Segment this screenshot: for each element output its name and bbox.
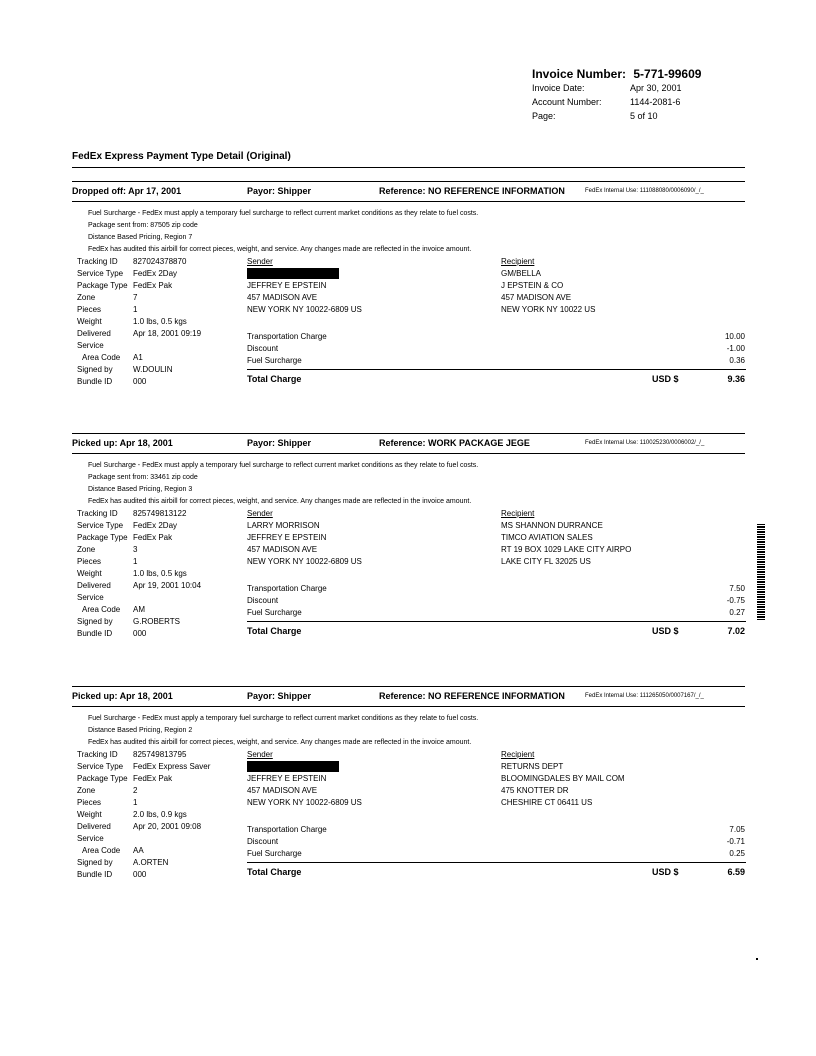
barcode [757,524,765,620]
weight: 1.0 lbs, 0.5 kgs [133,317,187,326]
note-line: Package sent from: 87505 zip code [88,222,198,229]
sender-line: NEW YORK NY 10022-6809 US [247,557,362,566]
sender-line: NEW YORK NY 10022-6809 US [247,798,362,807]
recipient-block [501,749,625,809]
internal-use: FedEx Internal Use: 110025230/0006002/_/_ [585,440,705,446]
recipient-line: GM/BELLA [501,269,542,278]
bundle-id-label: Bundle ID [77,629,113,638]
area-code: AA [133,846,144,855]
page-mark [756,958,758,960]
transportation-charge-label: Transportation Charge [247,584,327,593]
invoice-date-value: Apr 30, 2001 [630,83,682,93]
tracking-id-label: Tracking ID [77,750,118,759]
recipient-heading: Recipient [501,750,535,759]
recipient-line: BLOOMINGDALES BY MAIL COM [501,774,625,783]
discount-label: Discount [247,837,279,846]
note-line: Package sent from: 33461 zip code [88,474,198,481]
shipment-notes [88,460,478,508]
note-line: Distance Based Pricing, Region 7 [88,234,193,241]
shipment-date: Picked up: Apr 18, 2001 [72,438,173,448]
recipient-line: J EPSTEIN & CO [501,281,564,290]
pieces-label: Pieces [77,557,102,566]
package-type-label: Package Type [77,774,128,783]
sender-line: 457 MADISON AVE [247,786,318,795]
weight-label: Weight [77,317,102,326]
weight: 2.0 lbs, 0.9 kgs [133,810,187,819]
area-code-label: Area Code [82,605,121,614]
shipment-notes [88,713,478,749]
pieces: 1 [133,798,138,807]
sender-line: 457 MADISON AVE [247,545,318,554]
sender-heading: Sender [247,257,273,266]
tracking-id: 825749813795 [133,750,187,759]
shipment-section [72,186,746,426]
discount: -0.71 [726,837,745,846]
currency-label: USD $ [652,867,679,877]
area-code: AM [133,605,145,614]
total-charge-label: Total Charge [247,626,302,636]
payor: Payor: Shipper [247,438,312,448]
section-header [72,438,746,452]
fuel-surcharge: 0.36 [729,356,745,365]
weight: 1.0 lbs, 0.5 kgs [133,569,187,578]
payor: Payor: Shipper [247,691,312,701]
bundle-id: 000 [133,870,147,879]
bundle-id-label: Bundle ID [77,377,113,386]
document-title: FedEx Express Payment Type Detail (Original) [72,151,291,162]
pieces: 1 [133,305,138,314]
charges-block [247,583,746,638]
recipient-line: TIMCO AVIATION SALES [501,533,593,542]
account-number-label: Account Number: [532,97,602,107]
shipment-notes [88,208,478,256]
section-header-rule [72,706,745,707]
delivered-label: Delivered [77,581,111,590]
pieces-label: Pieces [77,305,102,314]
total-charge: 9.36 [727,374,745,384]
fuel-surcharge: 0.25 [729,849,745,858]
recipient-line: MS SHANNON DURRANCE [501,521,603,530]
delivered: Apr 18, 2001 09:19 [133,329,202,338]
section-header [72,186,746,200]
area-code-label: Area Code [82,846,121,855]
service-type: FedEx 2Day [133,269,178,278]
total-row [247,624,746,638]
discount: -0.75 [726,596,745,605]
tracking-id-label: Tracking ID [77,257,118,266]
total-row [247,372,746,386]
package-type: FedEx Pak [133,533,173,542]
discount-label: Discount [247,596,279,605]
sender-line: JEFFREY E EPSTEIN [247,774,327,783]
zone: 7 [133,293,138,302]
service-label: Service [77,341,104,350]
tracking-id: 827024378870 [133,257,187,266]
redaction-box [247,268,339,279]
weight-label: Weight [77,569,102,578]
signed-by-label: Signed by [77,365,113,374]
signed-by: W.DOULIN [133,365,173,374]
title-divider [72,167,745,168]
note-line: Fuel Surcharge - FedEx must apply a temporary fuel surcharge to reflect current market conditions as they relate to fuel costs. [88,210,479,217]
service-type-label: Service Type [77,762,124,771]
sender-block [247,256,362,316]
fuel-surcharge: 0.27 [729,608,745,617]
package-type: FedEx Pak [133,774,173,783]
sender-redacted [247,761,362,773]
service-type-label: Service Type [77,269,124,278]
delivered: Apr 20, 2001 09:08 [133,822,202,831]
charges-block [247,824,746,879]
sender-line: JEFFREY E EPSTEIN [247,281,327,290]
delivered-label: Delivered [77,329,111,338]
invoice-number-block [532,67,701,81]
note-line: Fuel Surcharge - FedEx must apply a temporary fuel surcharge to reflect current market conditions as they relate to fuel costs. [88,715,479,722]
internal-use: FedEx Internal Use: 111088080/0006090/_/_ [585,188,704,194]
recipient-block [501,256,595,316]
invoice-number-label: Invoice Number: [532,67,627,81]
total-charge-label: Total Charge [247,867,302,877]
sender-line: 457 MADISON AVE [247,293,318,302]
zone: 3 [133,545,138,554]
shipment-date: Dropped off: Apr 17, 2001 [72,186,182,196]
transportation-charge: 10.00 [724,332,745,341]
section-header-rule [72,201,745,202]
pieces-label: Pieces [77,798,102,807]
discount-label: Discount [247,344,279,353]
zone-label: Zone [77,786,96,795]
bundle-id: 000 [133,377,147,386]
internal-use: FedEx Internal Use: 111265050/0007167/_/_ [585,693,704,699]
delivered-label: Delivered [77,822,111,831]
currency-label: USD $ [652,374,679,384]
note-line: Distance Based Pricing, Region 3 [88,486,193,493]
bundle-id: 000 [133,629,147,638]
area-code: A1 [133,353,143,362]
transportation-charge-label: Transportation Charge [247,825,327,834]
redaction-box [247,761,339,772]
fuel-surcharge-label: Fuel Surcharge [247,849,302,858]
weight-label: Weight [77,810,102,819]
service-type: FedEx 2Day [133,521,178,530]
total-charge-label: Total Charge [247,374,302,384]
total-row [247,865,746,879]
service-label: Service [77,593,104,602]
zone: 2 [133,786,138,795]
recipient-line: NEW YORK NY 10022 US [501,305,596,314]
recipient-line: CHESHIRE CT 06411 US [501,798,593,807]
fuel-surcharge-label: Fuel Surcharge [247,608,302,617]
sender-line: LARRY MORRISON [247,521,320,530]
page-label: Page: [532,111,556,121]
note-line: Distance Based Pricing, Region 2 [88,727,193,734]
note-line: FedEx has audited this airbill for correct pieces, weight, and service. Any changes made are reflected in the invoice amount. [88,739,472,746]
transportation-charge: 7.05 [729,825,745,834]
recipient-line: LAKE CITY FL 32025 US [501,557,591,566]
zone-label: Zone [77,545,96,554]
signed-by: G.ROBERTS [133,617,180,626]
tracking-id: 825749813122 [133,509,187,518]
service-type: FedEx Express Saver [133,762,211,771]
note-line: Fuel Surcharge - FedEx must apply a temporary fuel surcharge to reflect current market conditions as they relate to fuel costs. [88,462,479,469]
tracking-id-label: Tracking ID [77,509,118,518]
recipient-line: RT 19 BOX 1029 LAKE CITY AIRPO [501,545,632,554]
page-value: 5 of 10 [630,111,658,121]
package-type: FedEx Pak [133,281,173,290]
area-code-label: Area Code [82,353,121,362]
delivered: Apr 19, 2001 10:04 [133,581,202,590]
total-rule [247,862,746,863]
total-rule [247,369,746,370]
account-number-value: 1144-2081-6 [630,97,681,107]
section-top-rule [72,686,745,687]
shipment-date: Picked up: Apr 18, 2001 [72,691,173,701]
sender-line: JEFFREY E EPSTEIN [247,533,327,542]
fuel-surcharge-label: Fuel Surcharge [247,356,302,365]
sender-heading: Sender [247,750,273,759]
note-line: FedEx has audited this airbill for correct pieces, weight, and service. Any changes made are reflected in the invoice amount. [88,246,472,253]
section-top-rule [72,181,745,182]
signed-by: A.ORTEN [133,858,169,867]
shipment-section [72,691,746,931]
total-charge: 6.59 [727,867,745,877]
reference: Reference: WORK PACKAGE JEGE [379,438,530,448]
signed-by-label: Signed by [77,617,113,626]
section-top-rule [72,433,745,434]
recipient-line: RETURNS DEPT [501,762,564,771]
invoice-date-label: Invoice Date: [532,83,585,93]
total-rule [247,621,746,622]
discount: -1.00 [726,344,745,353]
reference: Reference: NO REFERENCE INFORMATION [379,186,565,196]
package-type-label: Package Type [77,281,128,290]
sender-block [247,749,362,809]
shipment-section [72,438,746,678]
total-charge: 7.02 [727,626,745,636]
note-line: FedEx has audited this airbill for correct pieces, weight, and service. Any changes made are reflected in the invoice amount. [88,498,472,505]
currency-label: USD $ [652,626,679,636]
bundle-id-label: Bundle ID [77,870,113,879]
recipient-heading: Recipient [501,509,535,518]
transportation-charge: 7.50 [729,584,745,593]
reference: Reference: NO REFERENCE INFORMATION [379,691,565,701]
recipient-heading: Recipient [501,257,535,266]
service-type-label: Service Type [77,521,124,530]
sender-redacted [247,268,362,280]
sender-line: NEW YORK NY 10022-6809 US [247,305,362,314]
charges-block [247,331,746,386]
recipient-block [501,508,631,568]
section-header [72,691,746,705]
sender-heading: Sender [247,509,273,518]
invoice-number: 5-771-99609 [633,67,702,81]
service-label: Service [77,834,104,843]
signed-by-label: Signed by [77,858,113,867]
zone-label: Zone [77,293,96,302]
section-header-rule [72,453,745,454]
pieces: 1 [133,557,138,566]
transportation-charge-label: Transportation Charge [247,332,327,341]
payor: Payor: Shipper [247,186,312,196]
recipient-line: 475 KNOTTER DR [501,786,569,795]
recipient-line: 457 MADISON AVE [501,293,572,302]
package-type-label: Package Type [77,533,128,542]
sender-block [247,508,362,568]
